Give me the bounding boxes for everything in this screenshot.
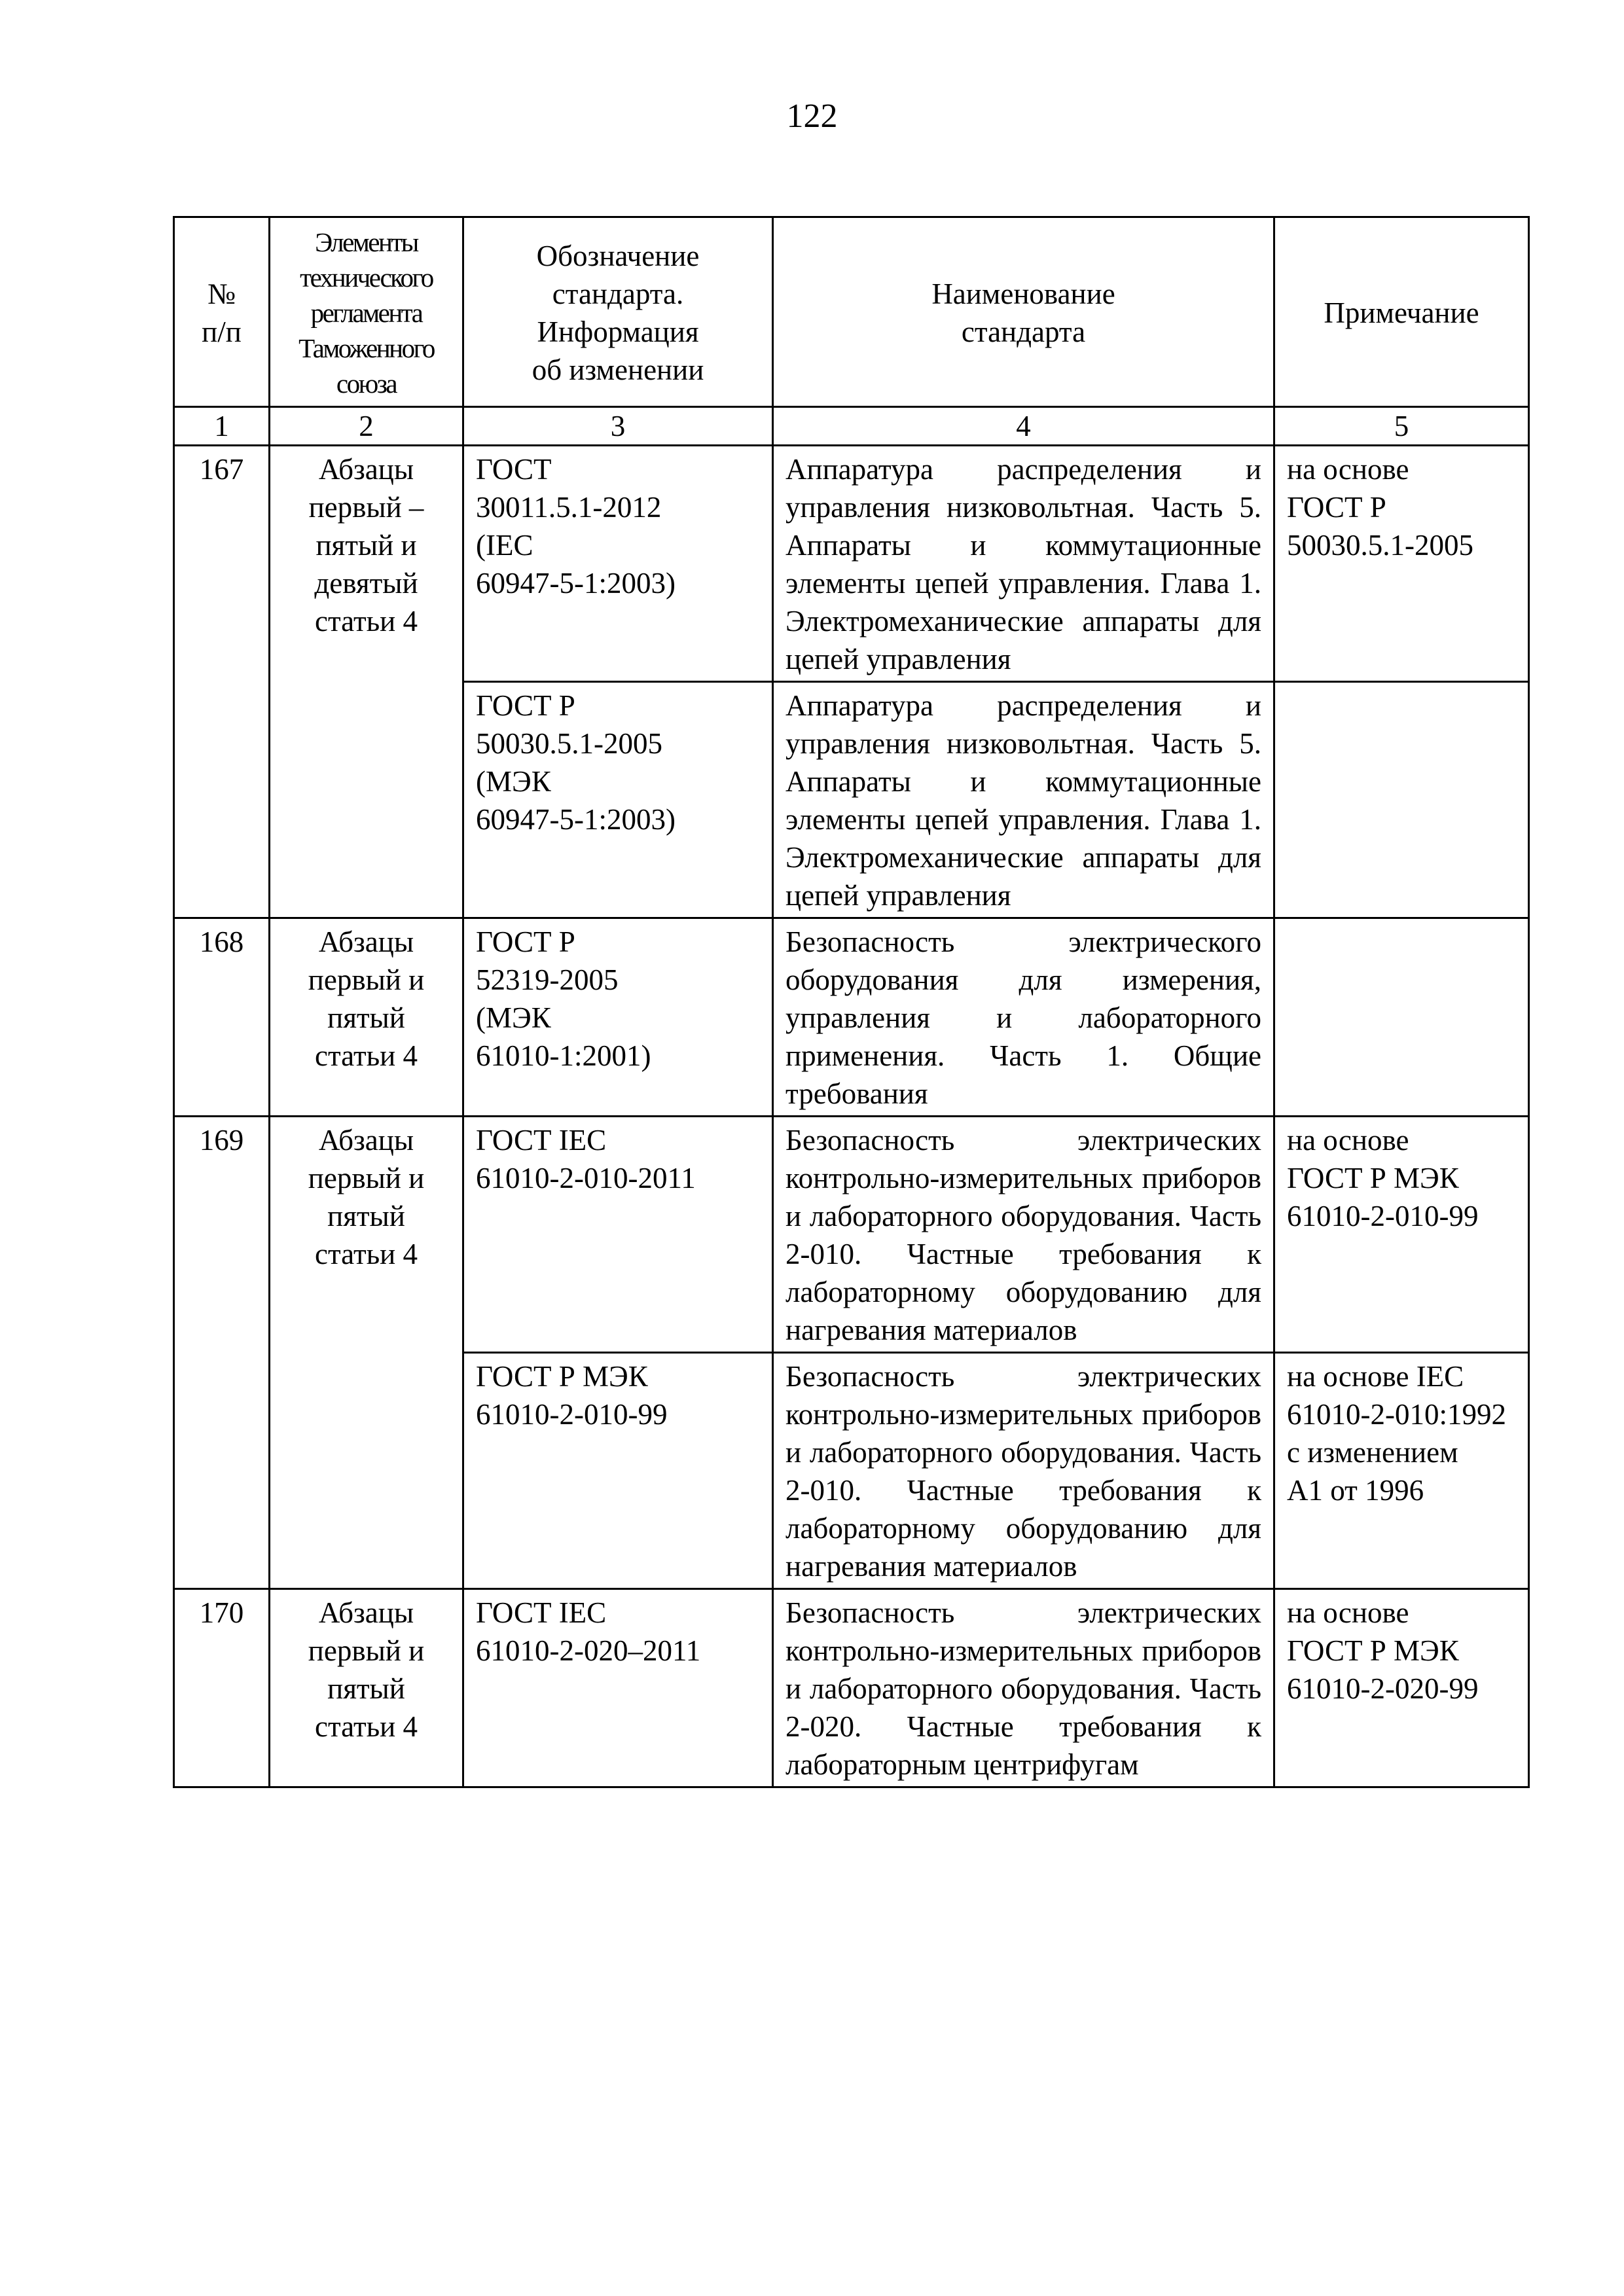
column-number: 4 [773, 407, 1274, 446]
standard-note [1274, 682, 1529, 918]
page-number: 122 [786, 98, 838, 135]
regulation-elements: Абзацы первый и пятый статьи 4 [270, 1117, 463, 1589]
standard-designation: ГОСТ IEC 61010-2-010-2011 [463, 1117, 773, 1353]
standard-designation: ГОСТ Р МЭК 61010-2-010-99 [463, 1353, 773, 1589]
column-number: 5 [1274, 407, 1529, 446]
standard-name: Безопасность электрического оборудования для измерения, управления и лабораторного применения. Часть 1. Общие требования [773, 918, 1274, 1117]
column-numbers-row [174, 407, 1529, 446]
table-row [174, 1589, 1529, 1787]
standard-name: Безопасность электрических контрольно-измерительных приборов и лабораторного оборудования. Часть 2-010. Частные требования к лабораторному оборудованию для нагревания материалов [773, 1353, 1274, 1589]
column-number: 2 [270, 407, 463, 446]
regulation-elements: Абзацы первый – пятый и девятый статьи 4 [270, 446, 463, 918]
standard-name: Аппаратура распределения и управления низковольтная. Часть 5. Аппараты и коммутационные элементы цепей управления. Глава 1. Электромеханические аппараты для цепей управления [773, 446, 1274, 682]
column-number: 1 [174, 407, 270, 446]
header-num: № п/п [174, 217, 270, 407]
header-note: Примечание [1274, 217, 1529, 407]
table-row [174, 446, 1529, 682]
row-number: 169 [174, 1117, 270, 1589]
table-header [174, 217, 1529, 407]
standard-designation: ГОСТ 30011.5.1-2012 (IEC 60947-5-1:2003) [463, 446, 773, 682]
standard-note [1274, 918, 1529, 1117]
row-number: 170 [174, 1589, 270, 1787]
standard-name: Аппаратура распределения и управления низковольтная. Часть 5. Аппараты и коммутационные элементы цепей управления. Глава 1. Электромеханические аппараты для цепей управления [773, 682, 1274, 918]
standard-name: Безопасность электрических контрольно-измерительных приборов и лабораторного оборудования. Часть 2-020. Частные требования к лабораторным центрифугам [773, 1589, 1274, 1787]
standard-note: на основе ГОСТ Р 50030.5.1-2005 [1274, 446, 1529, 682]
standard-designation: ГОСТ Р 50030.5.1-2005 (МЭК 60947-5-1:2003) [463, 682, 773, 918]
row-number: 168 [174, 918, 270, 1117]
header-elements: Элементы технического регламента Таможенного союза [270, 217, 463, 407]
row-number: 167 [174, 446, 270, 918]
column-number: 3 [463, 407, 773, 446]
header-designation: Обозначение стандарта. Информация об изменении [463, 217, 773, 407]
standard-note: на основе IEC 61010-2-010:1992 с изменением А1 от 1996 [1274, 1353, 1529, 1589]
standard-name: Безопасность электрических контрольно-измерительных приборов и лабораторного оборудования. Часть 2-010. Частные требования к лабораторному оборудованию для нагревания материалов [773, 1117, 1274, 1353]
standards-table [173, 216, 1530, 1788]
standard-designation: ГОСТ Р 52319-2005 (МЭК 61010-1:2001) [463, 918, 773, 1117]
standard-designation: ГОСТ IEC 61010-2-020–2011 [463, 1589, 773, 1787]
header-name: Наименование стандарта [773, 217, 1274, 407]
standard-note: на основе ГОСТ Р МЭК 61010-2-010-99 [1274, 1117, 1529, 1353]
table-row [174, 918, 1529, 1117]
table-row [174, 1117, 1529, 1353]
regulation-elements: Абзацы первый и пятый статьи 4 [270, 1589, 463, 1787]
standard-note: на основе ГОСТ Р МЭК 61010-2-020-99 [1274, 1589, 1529, 1787]
regulation-elements: Абзацы первый и пятый статьи 4 [270, 918, 463, 1117]
table-body [174, 407, 1529, 1787]
